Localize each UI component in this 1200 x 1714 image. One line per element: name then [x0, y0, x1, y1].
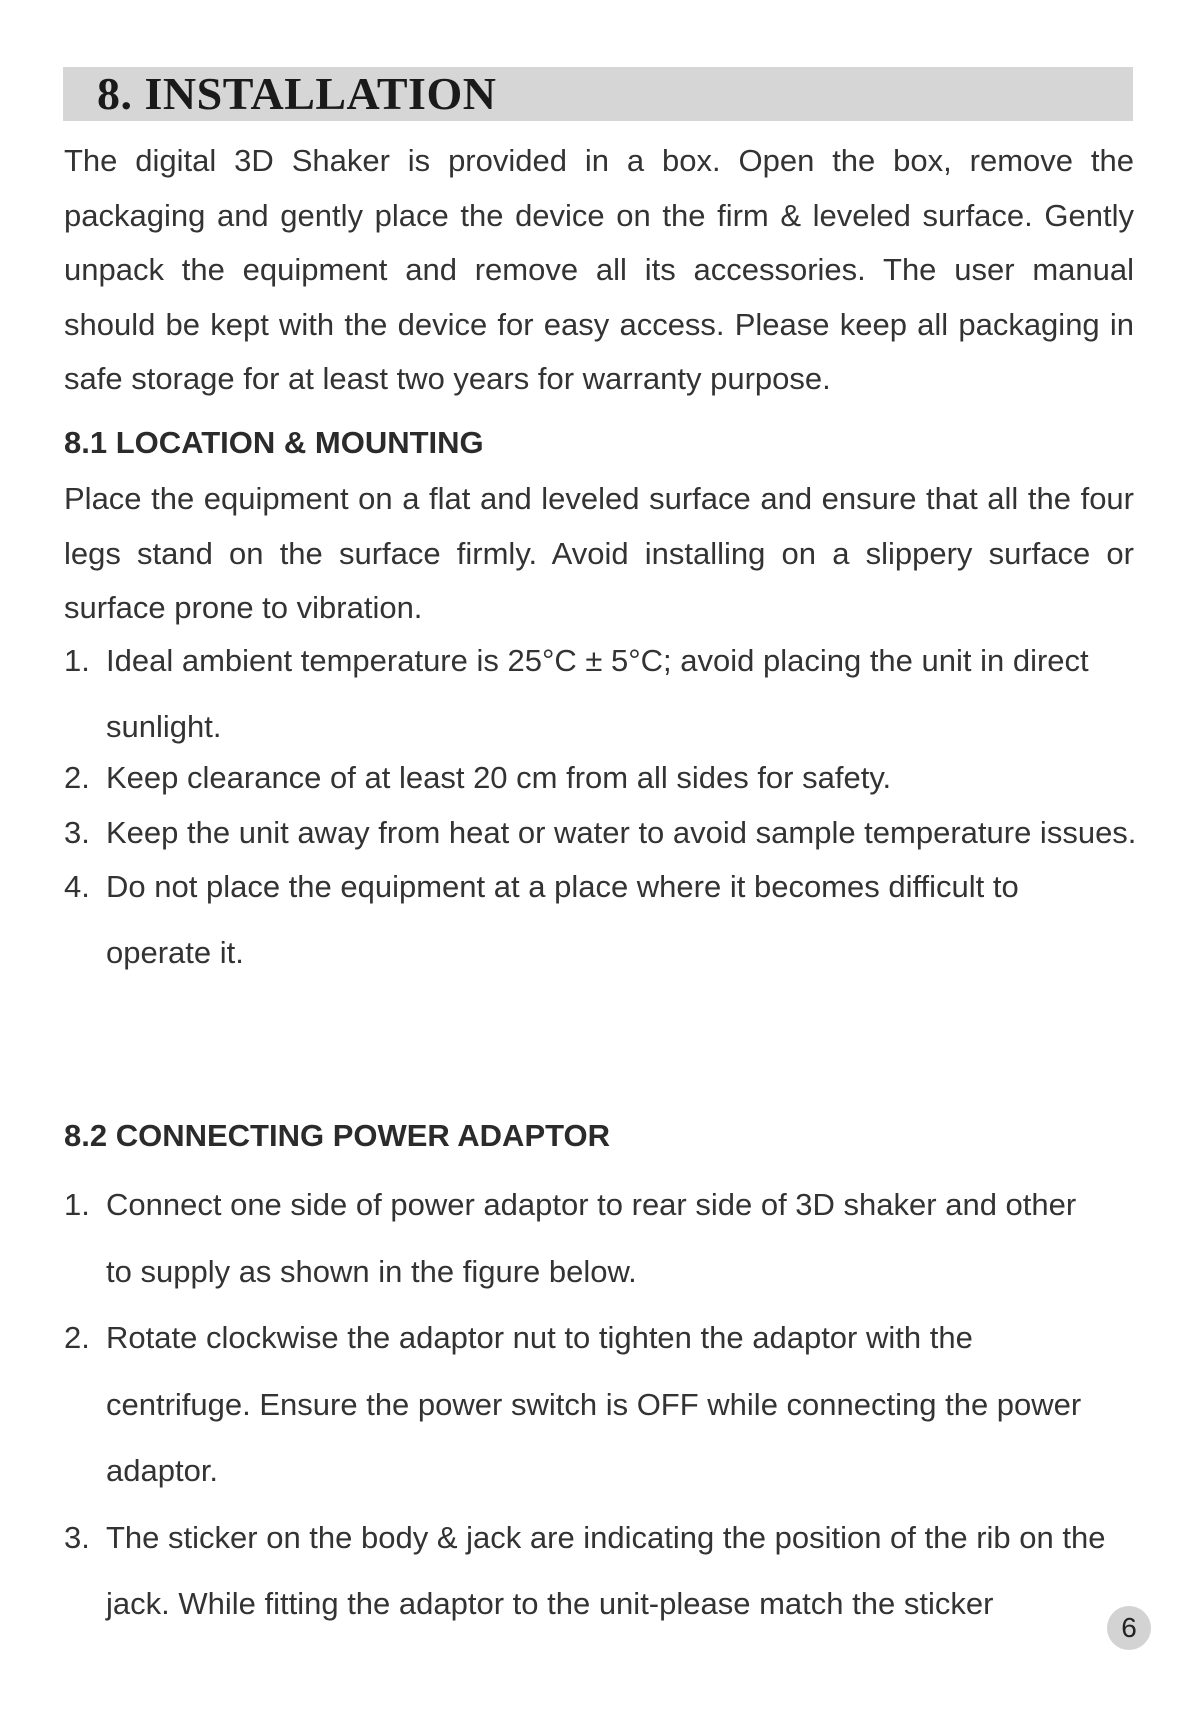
list-item-number: 3.	[64, 815, 90, 850]
list-item	[64, 628, 1106, 760]
list-item	[64, 1505, 1146, 1638]
list-item-text: Keep clearance of at least 20 cm from all sides for safety.	[106, 760, 892, 795]
list-item-number: 1.	[64, 1187, 90, 1222]
list-item	[64, 806, 1146, 860]
list-item-text: Ideal ambient temperature is 25°C ± 5°C; avoid placing the unit in direct sunlight.	[106, 643, 1089, 744]
list-item-text: Connect one side of power adaptor to rear side of 3D shaker and other to supply as shown in the figure below.	[106, 1187, 1077, 1289]
installation-intro-paragraph: The digital 3D Shaker is provided in a box. Open the box, remove the packaging and gently place the device on the firm & leveled surface. Gently unpack the equipment and remove all its accessories. The user manual should be kept with the device for easy access. Please keep all packaging in safe storage for at least two years for warranty purpose.	[64, 143, 1134, 396]
list-item-text: Keep the unit away from heat or water to avoid sample temperature issues.	[106, 815, 1137, 850]
list-item-text: The sticker on the body & jack are indicating the position of the rib on the jack. While fitting the adaptor to the unit-please match the sticker	[106, 1519, 1106, 1621]
list-item	[64, 854, 1116, 986]
list-item-text: Rotate clockwise the adaptor nut to tighten the adaptor with the centrifuge. Ensure the power switch is OFF while connecting the power adaptor.	[106, 1320, 1082, 1488]
page-number-badge: 6	[1107, 1606, 1151, 1650]
list-item	[64, 1305, 1106, 1505]
location-mounting-paragraph: Place the equipment on a flat and leveled surface and ensure that all the four legs stand on the surface firmly. Avoid installing on a slippery surface or surface prone to vibration.	[64, 481, 1134, 625]
list-item	[64, 750, 1144, 806]
power-adaptor-heading: 8.2 CONNECTING POWER ADAPTOR	[64, 1118, 610, 1153]
list-item-number: 2.	[64, 760, 90, 795]
list-item-number: 1.	[64, 643, 90, 678]
section-title: 8. INSTALLATION	[97, 68, 497, 119]
list-item-text: Do not place the equipment at a place where it becomes difficult to operate it.	[106, 869, 1019, 970]
section-title-bar	[63, 67, 1133, 121]
list-item	[64, 1172, 1106, 1305]
location-mounting-heading: 8.1 LOCATION & MOUNTING	[64, 425, 484, 460]
list-item-number: 2.	[64, 1320, 90, 1355]
list-item-number: 3.	[64, 1519, 90, 1555]
location-mounting-list	[64, 628, 1144, 986]
list-item-number: 4.	[64, 869, 90, 904]
power-adaptor-list	[64, 1172, 1144, 1638]
